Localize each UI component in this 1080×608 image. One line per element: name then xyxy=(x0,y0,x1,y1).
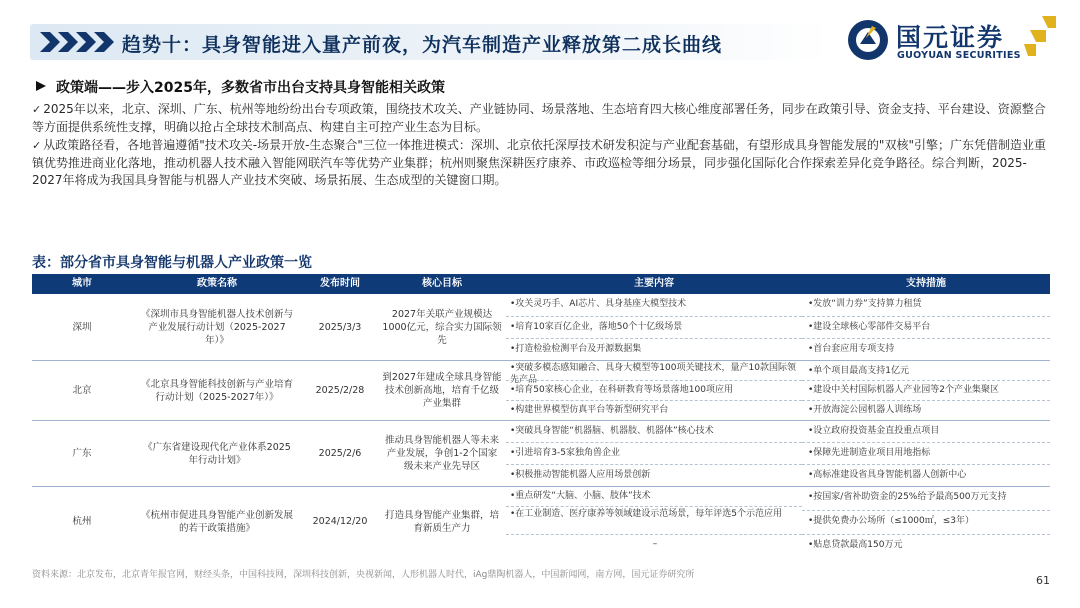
measure-item: •开放海淀公园机器人训练场 xyxy=(808,405,922,415)
measure-item: •贴息贷款最高150万元 xyxy=(808,540,903,550)
measure-item: •建设全球核心零部件交易平台 xyxy=(808,322,931,332)
cell-city: 深圳 xyxy=(72,321,92,333)
measure-item: •高标准建设省具身智能机器人创新中心 xyxy=(808,470,967,480)
cell-date: 2025/3/3 xyxy=(318,321,362,333)
policy-section-title: 政策端——步入2025年，多数省市出台支持具身智能相关政策 xyxy=(34,77,445,97)
header-content: 主要内容 xyxy=(634,278,674,289)
cell-goal: 到2027年建成全球具身智能技术创新高地，培育千亿级产业集群 xyxy=(382,372,502,409)
header-goal: 核心目标 xyxy=(422,278,462,289)
sub-divider xyxy=(802,442,1050,443)
content-item: •构建世界模型仿真平台等新型研究平台 xyxy=(510,405,669,415)
measure-item: •按国家/省补助资金的25%给予最高500万元支持 xyxy=(808,492,1007,502)
page-title: 趋势十：具身智能进入量产前夜，为汽车制造产业释放第二成长曲线 xyxy=(122,34,723,56)
cell-goal: 2027年关联产业规模达1000亿元，综合实力国际领先 xyxy=(382,308,502,346)
chevron-right-icon xyxy=(40,30,120,54)
cell-city: 杭州 xyxy=(72,516,92,527)
content-item: •突破多模态感知融合、具身大模型等100项关键技术，量产10款国际领先产品 xyxy=(510,363,796,385)
header-measures: 支持措施 xyxy=(906,278,946,289)
measure-item: •发放“训力券”支持算力租赁 xyxy=(808,299,922,309)
policy-table xyxy=(32,274,1050,556)
logo-accent-icon xyxy=(1024,16,1056,56)
content-item: •培育50家核心企业，在科研教育等场景落地100项应用 xyxy=(510,385,733,395)
sub-divider xyxy=(802,338,1050,339)
content-item: •重点研发“大脑、小脑、肢体”技术 xyxy=(510,491,651,501)
measure-item: •单个项目最高支持1亿元 xyxy=(808,366,910,376)
check-bullet-icon: ✓ xyxy=(32,139,42,152)
cell-goal: 推动具身智能机器人等未来产业发展，争创1-2个国家级未来产业先导区 xyxy=(384,435,499,472)
header-city: 城市 xyxy=(72,278,92,289)
sub-divider xyxy=(506,506,802,507)
sub-divider xyxy=(802,534,1050,535)
content-item: •引进培育3-5家独角兽企业 xyxy=(510,448,621,458)
content-item: •突破具身智能“机器脑、机器肢、机器体”核心技术 xyxy=(510,426,714,436)
cell-city: 北京 xyxy=(72,385,92,396)
logo-text-cn: 国元证券 xyxy=(896,23,1005,52)
guoyuan-logo-icon xyxy=(846,18,890,62)
cell-city: 广东 xyxy=(72,448,92,459)
policy-paragraph-1: ✓ 2025年以来，北京、深圳、广东、杭州等地纷纷出台专项政策，围绕技术攻关、产业链协同、场景落地、生态培育四大核心维度部署任务，同步在政策引导、资金支持、平台建设、资源整合等方面提供系统性支撑，明确以抢占全球技术制高点、构建自主可控产业生态为目标。 xyxy=(32,102,1046,134)
sub-divider xyxy=(506,380,802,381)
sub-divider xyxy=(802,400,1050,401)
measure-item: •提供免费办公场所（≤1000㎡，≤3年） xyxy=(808,516,975,526)
page-number: 61 xyxy=(1036,574,1050,587)
content-item: •打造检验检测平台及开源数据集 xyxy=(510,344,642,354)
sub-divider xyxy=(506,464,802,465)
sub-divider xyxy=(506,338,802,339)
cell-date: 2025/2/6 xyxy=(318,448,362,459)
cell-policy: 《深圳市具身智能机器人技术创新与产业发展行动计划（2025-2027年）》 xyxy=(140,308,293,346)
content-item: •在工业制造、医疗康养等领域建设示范场景，每年评选5个示范应用 xyxy=(510,509,783,519)
measure-item: •设立政府投资基金直投重点项目 xyxy=(808,426,940,436)
measure-item: •首台套应用专项支持 xyxy=(808,344,895,354)
cell-date: 2024/12/20 xyxy=(312,516,368,527)
sub-divider xyxy=(506,316,802,317)
header-policy: 政策名称 xyxy=(197,278,237,289)
cell-policy: 《杭州市促进具身智能产业创新发展的若干政策措施》 xyxy=(140,509,293,534)
cell-policy: 《广东省建设现代化产业体系2025年行动计划》 xyxy=(143,441,291,466)
cell-policy: 《北京具身智能科技创新与产业培育行动计划（2025-2027年）》 xyxy=(140,378,293,403)
sub-divider xyxy=(802,464,1050,465)
page-header xyxy=(0,0,1080,74)
sub-divider xyxy=(802,316,1050,317)
measure-item: •建设中关村国际机器人产业园等2个产业集聚区 xyxy=(808,385,1000,395)
table-header-row xyxy=(32,274,1050,294)
measure-item: •保障先进制造业项目用地指标 xyxy=(808,448,931,458)
header-date: 发布时间 xyxy=(320,278,360,289)
triangle-bullet-icon xyxy=(34,80,48,92)
sub-divider xyxy=(506,442,802,443)
logo-text-en: GUOYUAN SECURITIES xyxy=(897,50,1021,61)
content-item: •攻关灵巧手、AI芯片、具身基座大模型技术 xyxy=(510,299,687,309)
sub-divider xyxy=(506,400,802,401)
sub-divider xyxy=(802,510,1050,511)
sub-divider xyxy=(506,534,802,535)
guoyuan-logo xyxy=(846,16,1056,68)
content-item: – xyxy=(652,539,658,549)
source-note: 资料来源：北京发布，北京青年报官网，财经头条，中国科技网，深圳科技创新，央视新闻，人形机器人时代，iAg鼎陶机器人，中国新闻网，南方网，国元证券研究所 xyxy=(32,570,695,580)
cell-date: 2025/2/28 xyxy=(315,385,365,396)
check-bullet-icon: ✓ xyxy=(32,103,42,116)
table-title: 表：部分省市具身智能与机器人产业政策一览 xyxy=(32,255,312,271)
content-item: •培育10家百亿企业，落地50个十亿级场景 xyxy=(510,322,683,332)
policy-paragraph-2: ✓ 从政策路径看，各地普遍遵循"技术攻关-场景开放-生态聚合"三位一体推进模式：深圳、北京依托深厚技术研发积淀与产业配套基础，有望形成具身智能发展的"双核"引擎；广东凭借制造业重镇优势推进商业化落地，推动机器人技术融入智能网联汽车等优势产业集群；杭州则聚焦深耕医疗康养、市政巡检等细分场景，同步强化国际化合作探索差异化竞争路径。综合判断，2025-2027年将成为我国具身智能与机器人产业技术突破、场景拓展、生态成型的关键窗口期。 xyxy=(32,138,1046,187)
content-item: •积极推动智能机器人应用场景创新 xyxy=(510,470,651,480)
cell-goal: 打造具身智能产业集群，培育新质生产力 xyxy=(384,509,499,534)
sub-divider xyxy=(802,380,1050,381)
